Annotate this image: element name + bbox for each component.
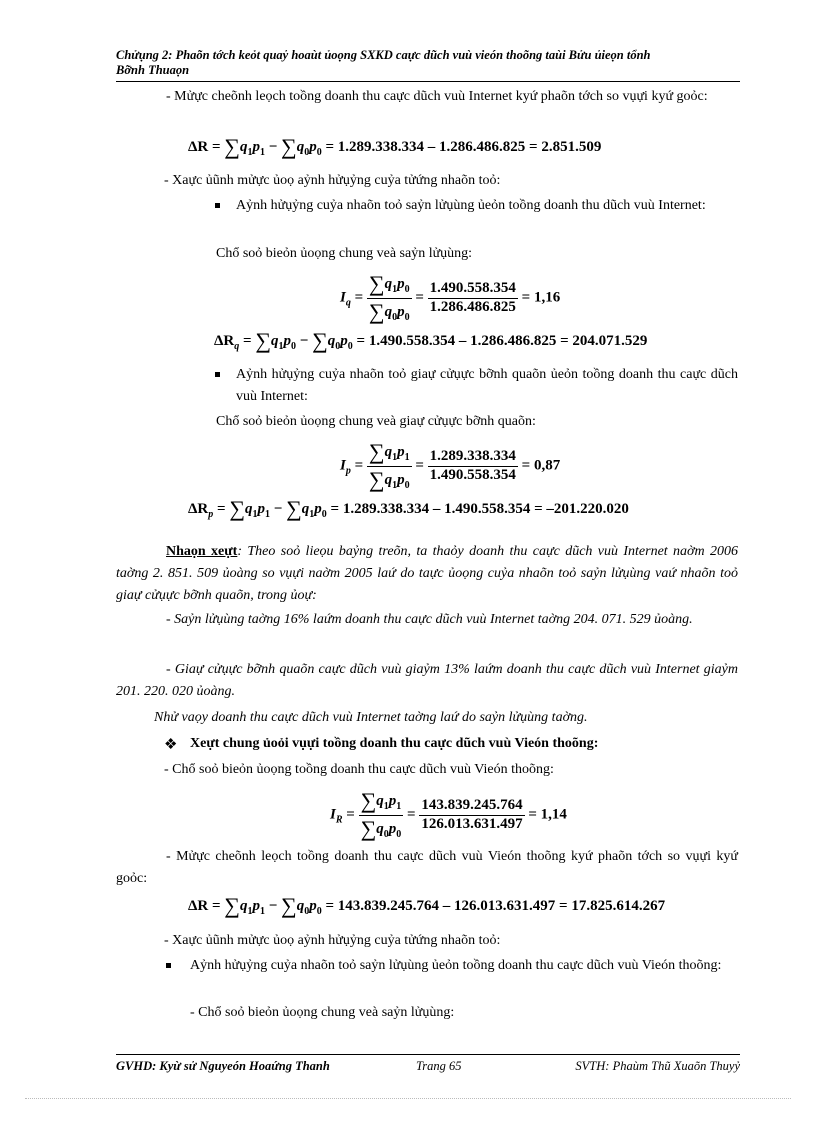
- equation-delta-r-internet: $\Delta R = \sum q_1p_1 - \sum q_0p_0 = 1.289.338.334 - 1.286.486.825 = 2.851.509$: [188, 134, 602, 159]
- header-title-line1: Chửụng 2: Phaõn tớch keỏt quaỷ hoaùt ủoọng SXKD caực dũch vuù vieón thoõng taùi Bửu ủieọn tổnh: [116, 48, 651, 62]
- paragraph-diff-telecom: - Mửực cheõnh leọch toồng doanh thu caực dũch vuù Vieón thoõng kyứ phaõn tớch so vụựi kyứ goỏc:: [116, 849, 738, 886]
- bullet-icon: [166, 963, 171, 968]
- paragraph-quantity-index: Chổ soỏ bieỏn ủoọng chung veà saỷn lửụùng:: [216, 246, 473, 261]
- fraction-numerator: 1.289.338.334: [428, 448, 518, 467]
- footer-page-number: Trang 65: [416, 1059, 462, 1073]
- equation-result: = 1,16: [521, 289, 561, 306]
- bullet-icon: [215, 372, 220, 377]
- fraction-denominator: 126.013.631.497: [421, 816, 523, 832]
- paragraph-quantity-index-telecom: - Chổ soỏ bieỏn ủoọng chung veà saỷn lửụùng:: [190, 1005, 455, 1020]
- fraction-numerator: 1.490.558.354: [428, 280, 518, 299]
- page-header: [116, 48, 740, 78]
- equation-value: 1.289.338.334 – 1.286.486.825 = 2.851.509: [337, 139, 602, 155]
- fraction-denominator: 1.490.558.354: [429, 467, 516, 483]
- equation-delta-r-telecom: $\Delta R = \sum q_1p_1 - \sum q_0p_0 = 143.839.245.764 - 126.013.631.497 = 17.825.614.267$: [188, 893, 666, 918]
- paragraph-total-index: - Chổ soỏ bieỏn ủoọng toồng doanh thu caực dũch vuù Vieón thoõng:: [164, 762, 554, 777]
- bullet-quantity-effect: Aỷnh hửụỷng cuỷa nhaõn toỏ saỷn lửụùng ủeỏn toồng doanh thu dũch vuù Internet:: [236, 198, 706, 213]
- fraction-numerator: 143.839.245.764: [419, 797, 524, 816]
- remark-price: - Giaự cửụực bỡnh quaõn caực dũch vuù giaỷm 13% laứm doanh thu caực dũch vuù Internet giaỷm 201. 220. 020 ủoàng.: [116, 662, 738, 699]
- paragraph-factors: - Xaực ủũnh mửực ủoọ aỷnh hửụỷng cuỷa tửứng nhaõn toỏ:: [164, 173, 501, 188]
- header-rule: [116, 81, 740, 82]
- bullet-quantity-effect-telecom: Aỷnh hửụỷng cuỷa nhaõn toỏ saỷn lửụùng ủeỏn toồng doanh thu caực dũch vuù Vieón thoõng:: [190, 958, 722, 973]
- remark-text: : Theo soỏ lieọu baỷng treõn, ta thaỏy doanh thu caực dũch vuù Internet naờm 2006 taờng 2. 851. 509 ủoàng so vụựi naờm 2005 laứ do taực ủoọng cuỷa nhaõn toỏ saỷn lửụùng vaứ nhaõn toỏ giaự cửụực bỡnh quaõn, trong ủoự:: [116, 544, 739, 603]
- remark-conclusion: Nhử vaọy doanh thu caực dũch vuù Internet taờng laứ do saỷn lửụùng taờng.: [154, 710, 588, 725]
- remark-paragraph: [116, 541, 738, 607]
- bullet-price-effect: Aỷnh hửụỷng cuỷa nhaõn toỏ giaự cửụực bỡnh quaõn ủeỏn toồng doanh thu caực dũch vuù Internet:: [236, 367, 738, 404]
- equation-value: 143.839.245.764 – 126.013.631.497 = 17.825.614.267: [337, 898, 666, 914]
- equation-delta-rp-internet: $\Delta R_p = \sum q_1p_1 - \sum q_1p_0 = 1.289.338.334 - 1.490.558.354 = -201.220.020$: [188, 496, 629, 521]
- section-title: Xeựt chung ủoỏi vụựi toồng doanh thu caực dũch vuù Vieón thoõng:: [190, 736, 599, 751]
- bullet-icon: [215, 203, 220, 208]
- header-title-line2: Bỡnh Thuaọn: [116, 63, 190, 77]
- fraction-denominator: 1.286.486.825: [429, 299, 516, 315]
- equation-value: 1.490.558.354 – 1.286.486.825 = 204.071.529: [368, 333, 648, 349]
- equation-ip-internet: $I_p$ = $\frac{\sum q_1p_1}{\sum q_1p_0}$ = $\frac{1.289.338.334}{1.490.558.354}$ = 0,87: [340, 439, 561, 492]
- footer-student: SVTH: Phaùm Thũ Xuaõn Thuyỷ: [575, 1059, 740, 1073]
- page-bottom-dotted-line: [25, 1098, 791, 1099]
- paragraph-price-index: Chổ soỏ bieỏn ủoọng chung veà giaự cửụực bỡnh quaõn:: [216, 414, 536, 429]
- equation-iq-internet: $I_q$ = $\frac{\sum q_1p_0}{\sum q_0p_0}$ = $\frac{1.490.558.354}{1.286.486.825}$ = 1,16: [340, 271, 561, 324]
- section-title-text: Xeựt chung ủoỏi vụựi toồng doanh thu caực dũch vuù Vieón thoõng: [190, 736, 594, 751]
- paragraph-diff-internet: - Mửực cheõnh leọch toồng doanh thu caực dũch vuù Internet kyứ phaõn tớch so vụựi kyứ goỏc:: [166, 89, 708, 104]
- equation-value: 1.289.338.334 – 1.490.558.354 = –201.220.020: [342, 501, 629, 517]
- equation-delta-rq-internet: $\Delta R_q = \sum q_1p_0 - \sum q_0p_0 = 1.490.558.354 - 1.286.486.825 = 204.071.529$: [214, 328, 648, 353]
- remark-quantity: - Saỷn lửụùng taờng 16% laứm doanh thu caực dũch vuù Internet taờng 204. 071. 529 ủoàng.: [166, 612, 693, 627]
- equation-result: = 0,87: [521, 457, 561, 474]
- footer-rule: [116, 1054, 740, 1055]
- remark-label: Nhaọn xeựt: [166, 544, 238, 559]
- equation-result: = 1,14: [528, 806, 567, 823]
- equation-iq-telecom: $I_R$ = $\frac{\sum q_1p_1}{\sum q_0p_0}$ = $\frac{143.839.245.764}{126.013.631.497}$ = 1,14: [330, 788, 567, 841]
- paragraph-factors-telecom: - Xaực ủũnh mửực ủoọ aỷnh hửụỷng cuỷa tửứng nhaõn toỏ:: [164, 933, 501, 948]
- diamond-bullet-icon: ❖: [164, 737, 178, 753]
- footer-instructor: GVHD: Kyừ sử Nguyeón Hoaứng Thanh: [116, 1059, 330, 1073]
